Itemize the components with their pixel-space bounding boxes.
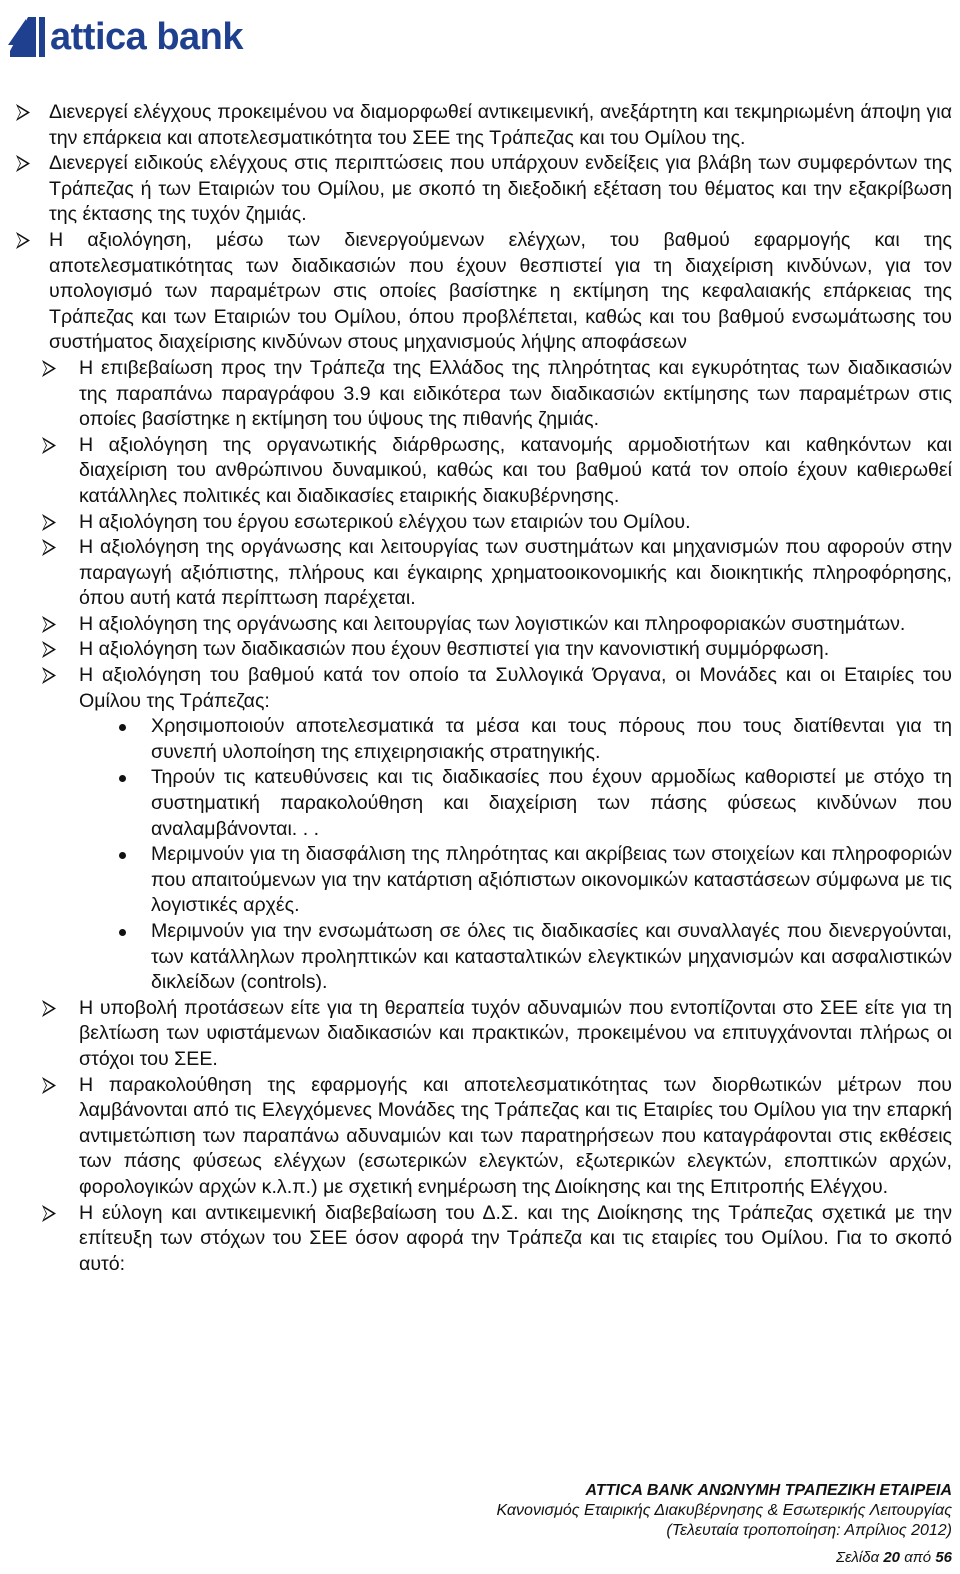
arrow-bullet-icon: [42, 1205, 56, 1222]
list-item: [16, 433, 952, 510]
list-item-text: Διενεργεί ελέγχους προκειμένου να διαμορφωθεί αντικειμενική, ανεξάρτητη και τεκμηριωμένη άποψη για την επάρκεια και αποτελεσματικότητα του ΣΕΕ της Τράπεζας και του Ομίλου της.: [49, 101, 952, 149]
arrow-bullet-icon: [42, 667, 56, 684]
bullet-dot-icon: [119, 724, 126, 731]
arrow-bullet-icon: [42, 360, 56, 377]
page-footer: [496, 1481, 952, 1541]
list-item-text: Η αξιολόγηση του βαθμού κατά τον οποίο τα Συλλογικά Όργανα, οι Μονάδες και οι Εταιρίες του Ομίλου της Τράπεζας:: [79, 664, 952, 712]
list-item-text: Η αξιολόγηση της οργανωτικής διάρθρωσης, κατανομής αρμοδιοτήτων και καθηκόντων και διαχείριση του ανθρώπινου δυναμικού, καθώς και του βαθμού κατά τον οποίο έχουν καθιερωθεί κατάλληλες πολιτικές και διαδικασίες εταιρικής διακυβέρνησης.: [79, 433, 952, 507]
bullet-dot-icon: [119, 852, 126, 859]
bank-logo: [6, 12, 243, 62]
list-item-text: Η αξιολόγηση, μέσω των διενεργούμενων ελέγχων, του βαθμού εφαρμογής και της αποτελεσματικότητας των διαδικασιών που έχουν θεσπιστεί για τη διαχείριση κινδύνων, για τον υπολογισμό των παραμέτρων στις οποίες βασίστηκε η εκτίμηση της κεφαλαιακής επάρκειας της Τράπεζας και των Εταιριών του Ομίλου, όπου προβλέπεται, καθώς και του βαθμού ενσωμάτωσης του συστήματος διαχείρισης κινδύνων στους μηχανισμούς λήψης αποφάσεων: [49, 228, 952, 354]
page-number: Σελίδα 20 από 56: [835, 1549, 952, 1566]
list-item-text: Η εύλογη και αντικειμενική διαβεβαίωση του Δ.Σ. και της Διοίκησης της Τράπεζας σχετικά με την επίτευξη των στόχων του ΣΕΕ όσον αφορά την Τράπεζα και τις εταιρίες του Ομίλου. Για το σκοπό αυτό:: [79, 1201, 952, 1275]
bullet-item: [16, 842, 952, 919]
list-item: [16, 663, 952, 714]
list-item-text: Μεριμνούν για τη διασφάλιση της πληρότητας και ακρίβειας των στοιχείων και πληροφοριών που απαιτούμενων για την κατάρτιση αξιόπιστων οικονομικών καταστάσεων σύμφωνα με τις λογιστικές αρχές.: [151, 843, 952, 917]
list-item-text: Η παρακολούθηση της εφαρμογής και αποτελεσματικότητας των διορθωτικών μέτρων που λαμβάνονται από τις Ελεγχόμενες Μονάδες της Τράπεζας και τις Εταιρίες του Ομίλου για την επαρκή αντιμετώπιση των παραπάνω αδυναμιών και των παρατηρήσεων που καταγράφονται στις εκθέσεις των πάσης φύσεως ελέγχων (εσωτερικών ελεγκτών, εξωτερικών ελεγκτών, εποπτικών αρχών, φορολογικών αρχών κ.λ.π.) με σχετική ενημέρωση της Διοίκησης και της Επιτροπής Ελέγχου.: [79, 1073, 952, 1198]
bullet-item: [16, 919, 952, 996]
logo-wordmark: attica bank: [50, 16, 244, 58]
bullet-item: [16, 765, 952, 842]
arrow-bullet-icon: [16, 104, 30, 121]
footer-document-title: Κανονισμός Εταιρικής Διακυβέρνησης & Εσωτερικής Λειτουργίας: [496, 1502, 952, 1519]
list-item: [16, 151, 952, 228]
arrow-bullet-icon: [42, 514, 56, 531]
list-item-text: Διενεργεί ειδικούς ελέγχους στις περιπτώσεις που υπάρχουν ενδείξεις για βλάβη των συμφερόντων της Τράπεζας ή των Εταιριών του Ομίλου, με σκοπό τη διεξοδική εξέταση του θέματος και την εξακρίβωση της έκτασης της τυχόν ζημιάς.: [49, 152, 952, 226]
list-item: [16, 510, 952, 536]
list-item: [16, 228, 952, 356]
list-item-text: Τηρούν τις κατευθύνσεις και τις διαδικασίες που έχουν αρμοδίως καθοριστεί με στόχο τη συστηματική παρακολούθηση και διαχείριση των πάσης φύσεως κινδύνων που αναλαμβάνονται. . .: [151, 766, 952, 840]
footer-company: ATTICA BANK ΑΝΩΝΥΜΗ ΤΡΑΠΕΖΙΚΗ ΕΤΑΙΡΕΙΑ: [585, 1482, 952, 1499]
list-item-text: Η αξιολόγηση των διαδικασιών που έχουν θεσπιστεί για την κανονιστική συμμόρφωση.: [79, 638, 830, 661]
list-item-text: Μεριμνούν για την ενσωμάτωση σε όλες τις διαδικασίες και συναλλαγές που διενεργούνται, των κατάλληλων προληπτικών και κατασταλτικών ελεγκτικών μηχανισμών και ασφαλιστικών δικλείδων (controls).: [151, 920, 952, 994]
list-item-text: Η αξιολόγηση του έργου εσωτερικού ελέγχου των εταιριών του Ομίλου.: [79, 510, 691, 533]
list-item: [16, 1201, 952, 1278]
list-item: [16, 996, 952, 1073]
arrow-bullet-icon: [16, 232, 30, 249]
arrow-bullet-icon: [16, 155, 30, 172]
arrow-bullet-icon: [42, 1077, 56, 1094]
list-item-text: Η υποβολή προτάσεων είτε για τη θεραπεία τυχόν αδυναμιών που εντοπίζονται στο ΣΕΕ είτε για τη βελτίωση των υφιστάμενων διαδικασιών και πρακτικών, προκειμένου να επιτυγχάνονται πλήρως οι στόχοι του ΣΕΕ.: [79, 996, 952, 1070]
list-item: [16, 612, 952, 638]
arrow-bullet-icon: [42, 437, 56, 454]
list-item: [16, 100, 952, 151]
arrow-bullet-icon: [42, 539, 56, 556]
list-item-text: Χρησιμοποιούν αποτελεσματικά τα μέσα και τους πόρους που τους διατίθενται για τη συνεπή υλοποίηση της επιχειρησιακής στρατηγικής.: [151, 715, 952, 763]
list-item-text: Η αξιολόγηση της οργάνωσης και λειτουργίας των λογιστικών και πληροφοριακών συστημάτων.: [79, 612, 906, 635]
arrow-bullet-icon: [42, 1000, 56, 1017]
bullet-dot-icon: [119, 929, 126, 936]
list-item: [16, 356, 952, 433]
list-item-text: Η επιβεβαίωση προς την Τράπεζα της Ελλάδος της πληρότητας και εγκυρότητας των διαδικασιών της παραπάνω παραγράφου 3.9 και ειδικότερα των διαδικασιών εκτίμησης των παραμέτρων στις οποίες βασίστηκε η εκτίμηση του ύψους της πιθανής ζημιάς.: [79, 356, 952, 431]
attica-logo-mark-icon: [6, 15, 46, 59]
arrow-bullet-icon: [42, 641, 56, 658]
bullet-dot-icon: [119, 775, 126, 782]
list-item: [16, 637, 952, 663]
footer-revision: (Τελευταία τροποποίηση: Απρίλιος 2012): [666, 1522, 952, 1539]
list-item: [16, 535, 952, 612]
document-body: [16, 100, 952, 1277]
bullet-item: [16, 714, 952, 765]
arrow-bullet-icon: [42, 616, 56, 633]
list-item-text: Η αξιολόγηση της οργάνωσης και λειτουργίας των συστημάτων και μηχανισμών που αφορούν στην παραγωγή αξιόπιστης, πλήρους και έγκαιρης χρηματοοικονομικής και διοικητικής πληροφόρησης, όπου αυτή κατά περίπτωση παρέχεται.: [79, 536, 952, 610]
list-item: [16, 1073, 952, 1201]
